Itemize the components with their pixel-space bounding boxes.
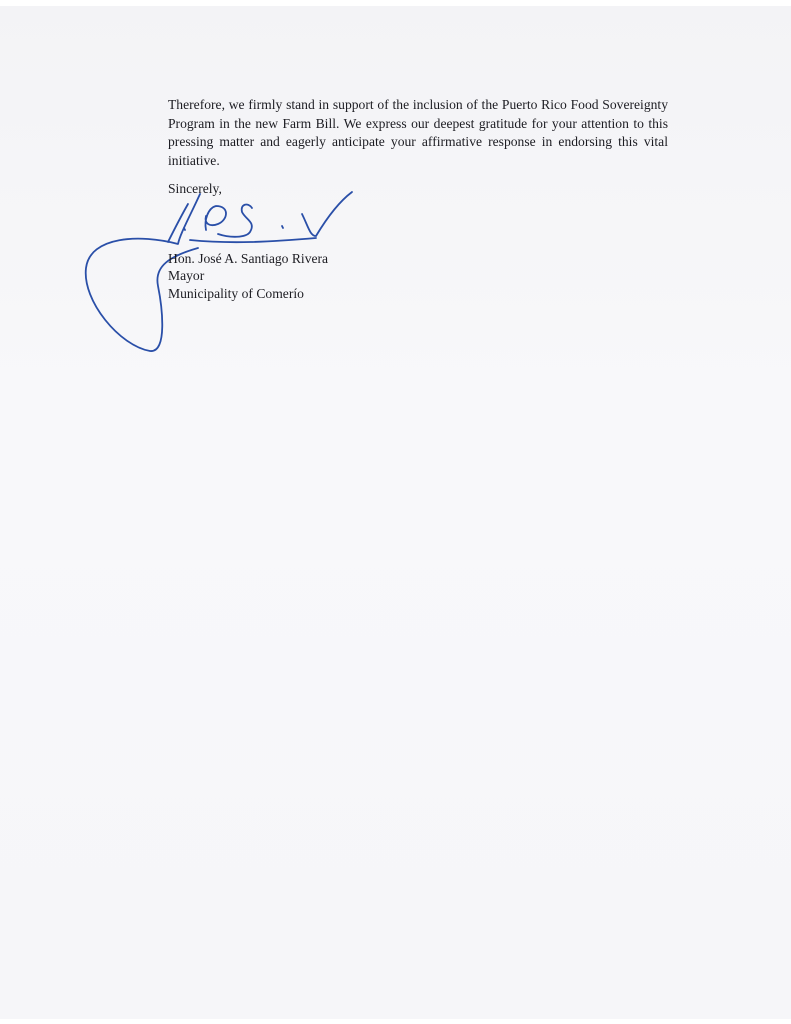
- page-top-edge: [0, 0, 791, 6]
- page-bottom-edge: [0, 1019, 791, 1024]
- signatory-title: Mayor: [168, 268, 205, 284]
- signatory-name: Hon. José A. Santiago Rivera: [168, 251, 329, 266]
- complimentary-close: Sincerely,: [168, 181, 222, 196]
- signatory-organization: Municipality of Comerío: [168, 285, 304, 301]
- signature-block: [168, 250, 328, 302]
- closing-paragraph: Therefore, we firmly stand in support of the inclusion of the Puerto Rico Food Sovereignty Program in the new Farm Bill. We express our deepest gratitude for your attention to this pressing matter and eagerly anticipate your affirmative response in endorsing this vital initiative.: [168, 97, 668, 168]
